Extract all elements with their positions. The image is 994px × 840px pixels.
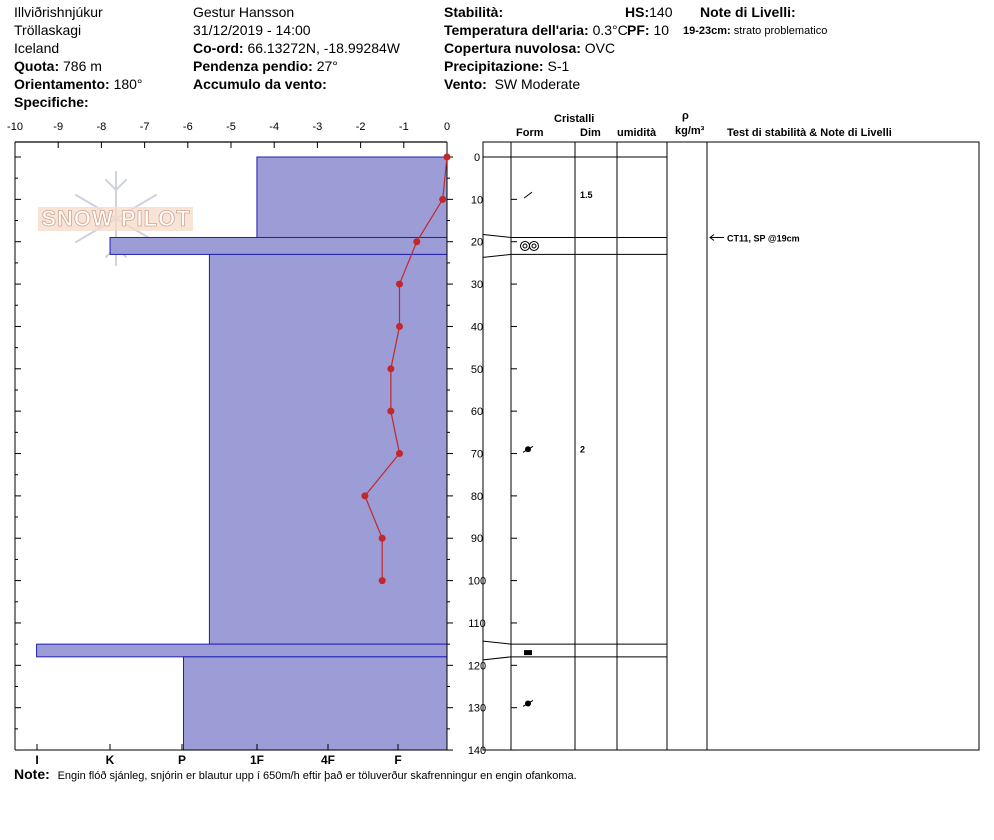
footer-note	[14, 766, 577, 784]
layer-connector	[483, 234, 511, 237]
hardness-tick-label: I	[35, 753, 39, 767]
hs-value: 140	[649, 4, 673, 20]
crystals-header: Cristalli	[554, 113, 595, 125]
hardness-bar	[257, 157, 447, 237]
aspect-label: Orientamento:	[14, 76, 110, 92]
hardness-bar	[110, 237, 447, 254]
temp-tick-label: -9	[53, 121, 64, 133]
depth-tick-label: 110	[468, 617, 486, 630]
elevation-label: Quota:	[14, 58, 60, 74]
note-label: Note:	[14, 766, 50, 782]
note-text: Engin flóð sjánleg, snjórin er blautur upp í 650m/h eftir það er töluverður skafrenningur en engin ofankoma.	[57, 770, 577, 782]
coord-value: 66.13272N, -18.99284W	[247, 40, 400, 56]
specifics-label: Specifiche:	[14, 94, 89, 110]
depth-tick-label: 40	[470, 321, 484, 334]
depth-tick-label: 100	[467, 575, 487, 588]
aspect-value: 180°	[113, 76, 143, 92]
hardness-bar	[37, 644, 447, 657]
temperature-point	[396, 323, 403, 330]
layer-notes-label: Note di Livelli:	[700, 4, 796, 20]
layer-connector	[483, 641, 511, 644]
temp-tick-label: -4	[269, 121, 280, 133]
tests-header: Test di stabilità & Note di Livelli	[727, 127, 892, 139]
hs-label: HS:	[625, 4, 650, 20]
hardness-bar	[183, 657, 447, 750]
temperature-point	[396, 450, 403, 457]
crystal-size-label: 2	[580, 444, 586, 455]
sky-label: Copertura nuvolosa:	[444, 40, 581, 56]
temperature-point	[387, 408, 394, 415]
air-temp-value: 0.3°C	[592, 22, 628, 38]
layer-note-text: strato problematico	[733, 25, 828, 37]
hardness-tick-label: K	[105, 753, 115, 767]
depth-tick-label: 140	[467, 745, 487, 758]
depth-tick-label: 10	[470, 194, 484, 207]
air-temp-label: Temperatura dell'aria:	[444, 22, 589, 38]
temp-tick-label: -6	[182, 121, 193, 133]
depth-tick-label: 80	[470, 490, 484, 503]
layer-connector	[483, 254, 511, 257]
snowpilot-wordmark: SNOW PILOT	[41, 206, 191, 231]
wind-label: Vento:	[444, 76, 487, 92]
temperature-point	[439, 196, 446, 203]
crystal-form-symbol	[524, 650, 532, 655]
depth-tick-label: 30	[470, 279, 484, 292]
temp-tick-label: 0	[443, 121, 451, 133]
temp-tick-label: -8	[96, 121, 107, 133]
observation-datetime: 31/12/2019 - 14:00	[193, 22, 311, 38]
layer-connector	[483, 657, 511, 660]
density-unit-header: kg/m³	[675, 125, 705, 137]
temp-tick-label: -10	[7, 121, 23, 133]
hardness-tick-label: P	[177, 753, 187, 767]
coord-label: Co-ord:	[193, 40, 244, 56]
moisture-header: umidità	[617, 127, 657, 139]
temp-tick-label: -3	[312, 121, 323, 133]
precip-label: Precipitazione:	[444, 58, 544, 74]
hardness-bar	[209, 254, 447, 644]
stability-test-note: CT11, SP @19cm	[727, 233, 800, 244]
depth-tick-label: 60	[470, 406, 484, 419]
wind-value: SW Moderate	[494, 76, 581, 92]
temp-tick-label: -2	[355, 121, 366, 133]
elevation-value: 786 m	[63, 58, 102, 74]
temperature-point	[387, 365, 394, 372]
precip-value: S-1	[547, 58, 570, 74]
country-name: Iceland	[14, 40, 60, 56]
hardness-tick-label: F	[394, 753, 402, 767]
hardness-tick-label: 4F	[320, 753, 336, 767]
depth-tick-label: 50	[470, 363, 484, 376]
temperature-point	[379, 577, 386, 584]
temperature-point	[379, 535, 386, 542]
crystal-form-symbol	[524, 192, 532, 198]
wind-loading-label: Accumulo da vento:	[193, 76, 327, 92]
depth-tick-label: 20	[470, 236, 484, 249]
observer-name: Gestur Hansson	[193, 4, 295, 20]
pf-label: PF:	[627, 22, 650, 38]
slope-value: 27°	[316, 58, 338, 74]
depth-tick-label: 90	[470, 533, 484, 546]
slope-label: Pendenza pendio:	[193, 58, 313, 74]
form-header: Form	[516, 127, 544, 139]
crystal-size-label: 1.5	[580, 190, 593, 201]
depth-tick-label: 0	[473, 152, 481, 164]
pf-value: 10	[653, 22, 670, 38]
location-name: Illviðrishnjúkur	[14, 4, 103, 20]
crystal-form-symbol	[523, 244, 527, 248]
depth-tick-label: 130	[467, 702, 487, 715]
crystal-form-symbol	[530, 241, 539, 250]
hardness-tick-label: 1F	[249, 753, 265, 767]
temp-tick-label: -7	[139, 121, 150, 133]
layer-note-range: 19-23cm:	[683, 25, 731, 37]
size-header: Dim	[580, 127, 601, 139]
sky-value: OVC	[584, 40, 616, 56]
region-name: Tröllaskagi	[14, 22, 82, 38]
temperature-point	[413, 238, 420, 245]
temp-tick-label: -5	[226, 121, 236, 133]
temp-tick-label: -1	[398, 121, 409, 133]
stability-label: Stabilità:	[444, 4, 504, 20]
depth-tick-label: 120	[467, 660, 487, 673]
temperature-point	[396, 281, 403, 288]
rho-header: ρ	[682, 110, 689, 122]
crystal-form-symbol	[521, 241, 530, 250]
depth-tick-label: 70	[470, 448, 484, 461]
temperature-point	[444, 154, 451, 161]
temperature-point	[361, 492, 368, 499]
crystal-form-symbol	[532, 244, 536, 248]
